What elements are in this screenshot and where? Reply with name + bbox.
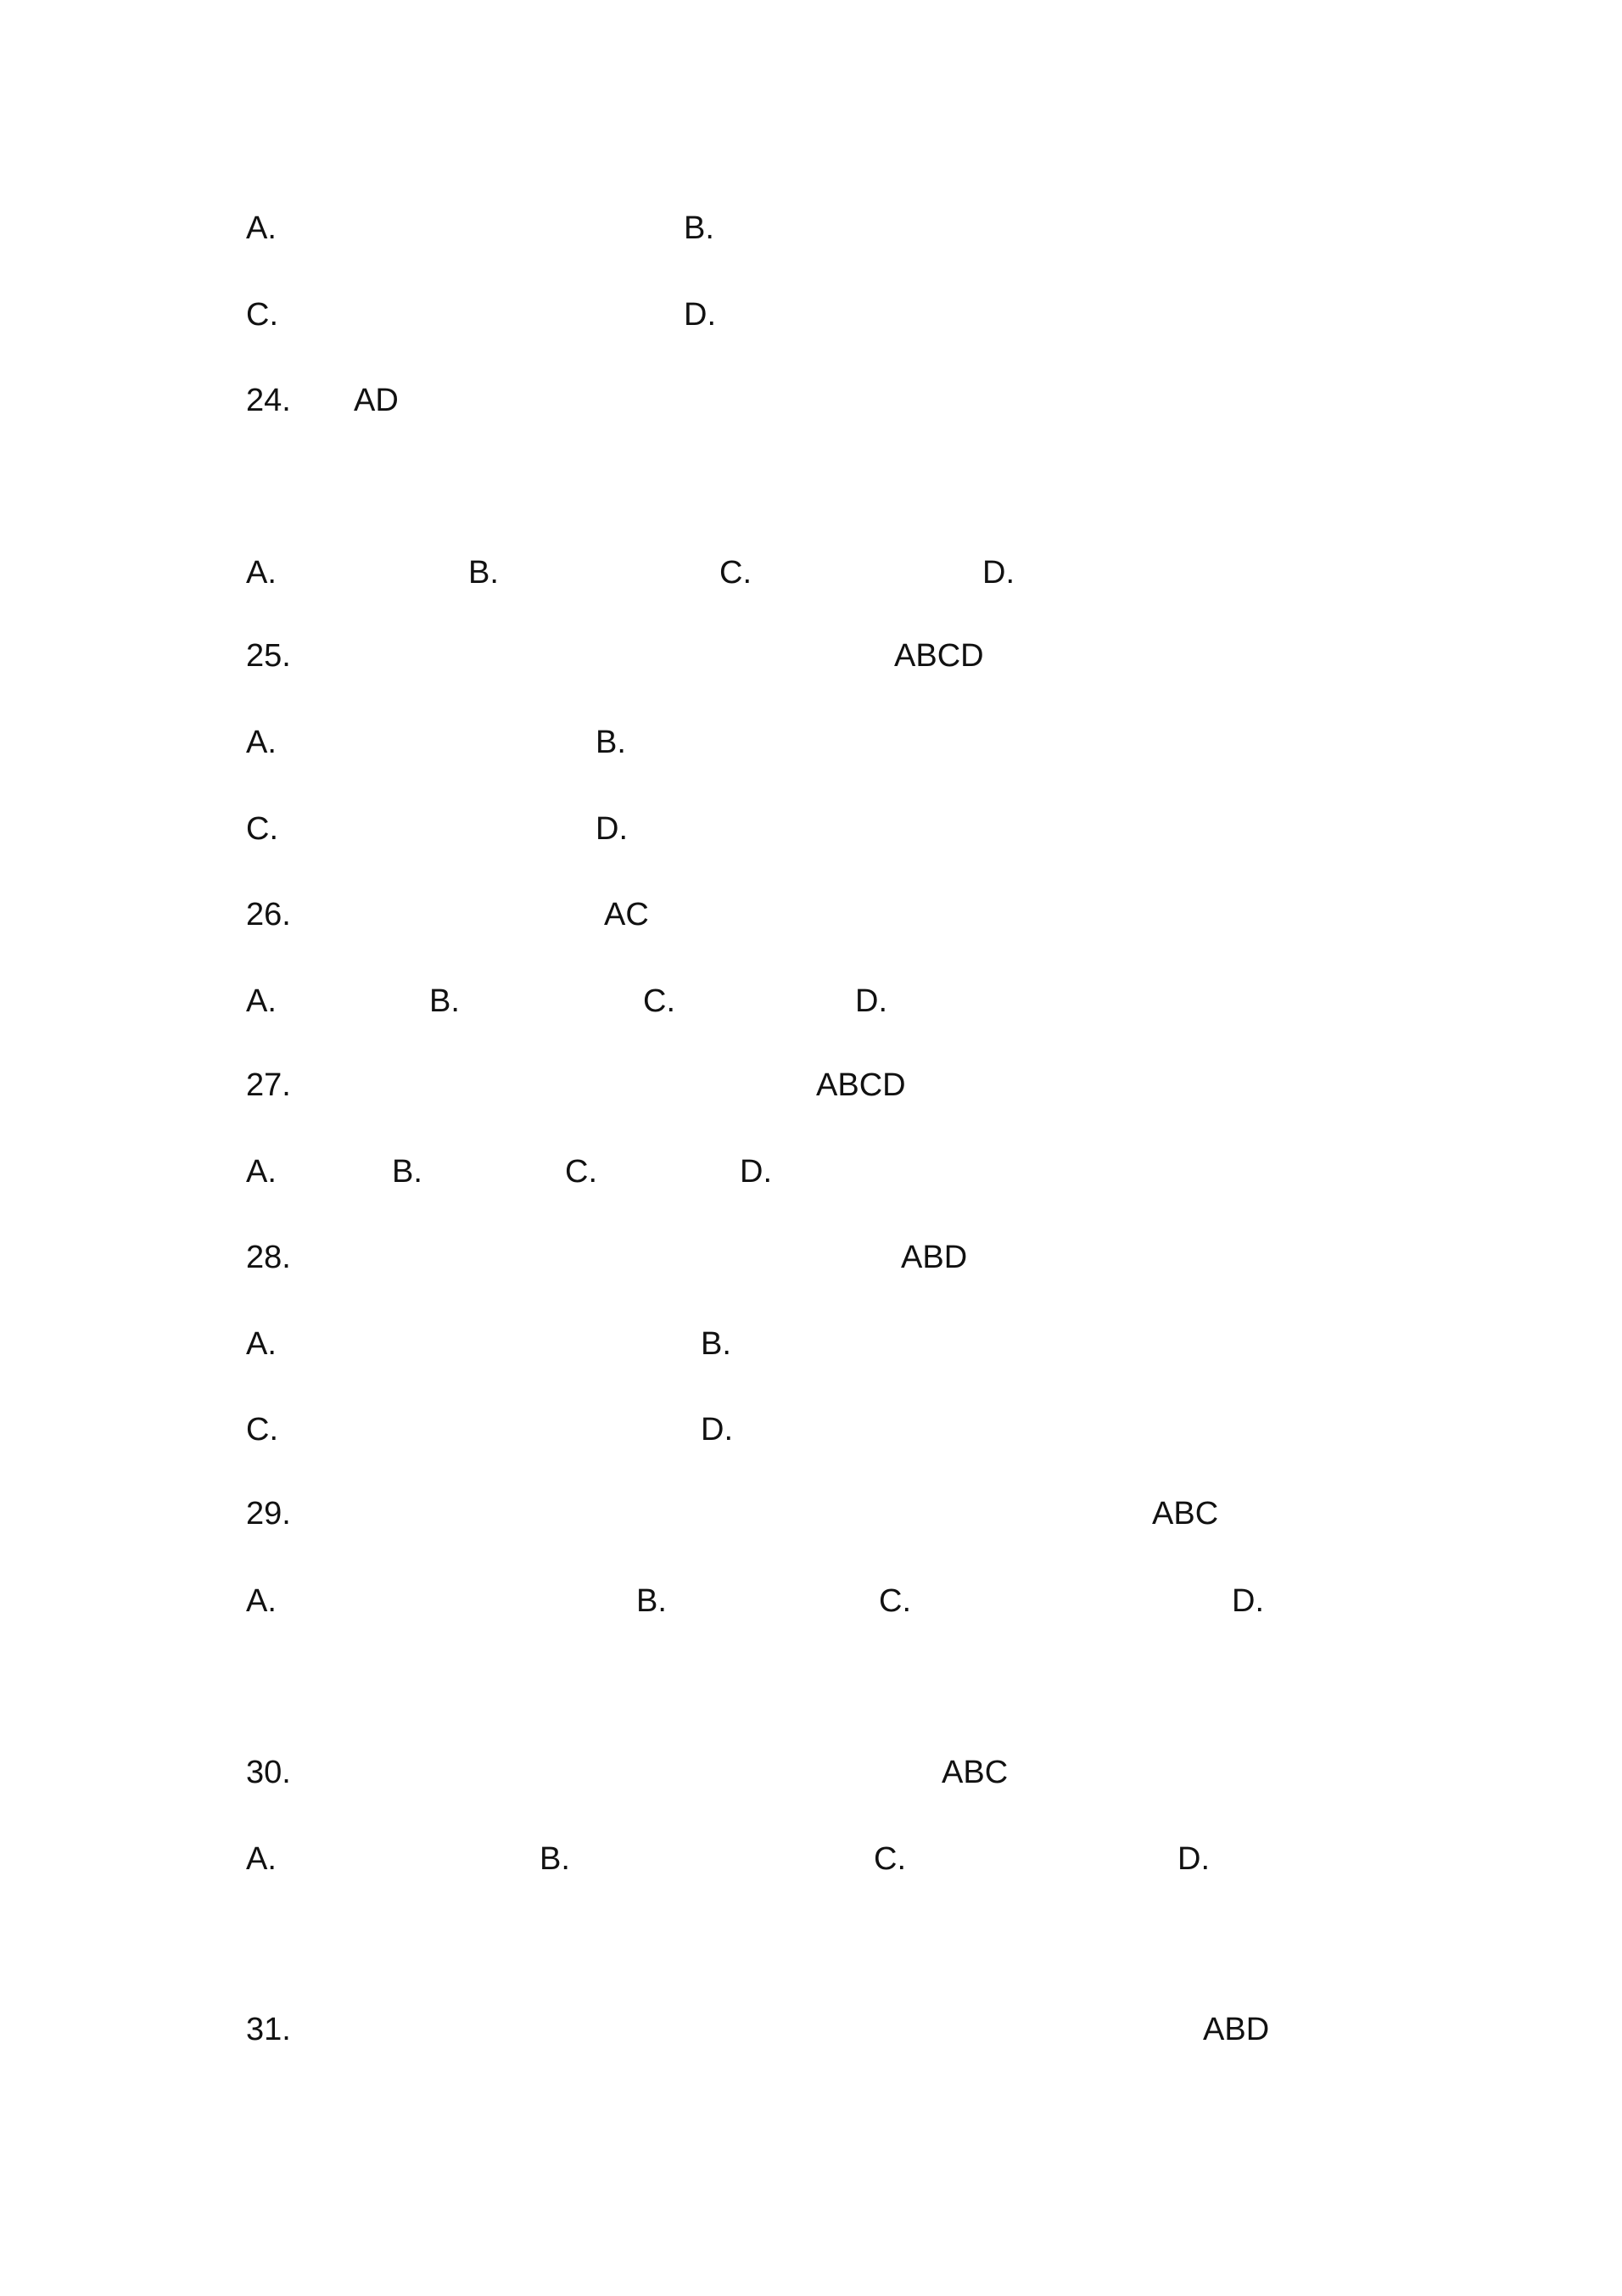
option-c: C. [246,1412,278,1448]
question-row [0,630,1622,681]
options-row [0,1146,1622,1197]
question-number: 26. [246,897,291,932]
option-a: A. [246,725,277,760]
options-row [0,1404,1622,1455]
option-a: A. [246,555,277,591]
question-row [0,1747,1622,1798]
option-b: B. [684,210,714,246]
options-row [0,804,1622,854]
option-d: D. [1232,1583,1264,1619]
option-c: C. [879,1583,911,1619]
options-row [0,976,1622,1027]
question-number: 25. [246,638,291,674]
question-number: 24. [246,383,291,418]
option-a: A. [246,983,277,1019]
option-b: B. [596,725,626,760]
answer-key: AC [604,897,649,932]
question-row [0,1488,1622,1539]
options-row [0,289,1622,340]
question-row [0,1232,1622,1283]
option-d: D. [684,297,716,333]
option-b: B. [392,1154,422,1190]
answer-key: ABCD [894,638,984,674]
question-row [0,1060,1622,1111]
question-row [0,889,1622,940]
option-d: D. [855,983,887,1019]
option-d: D. [596,811,628,847]
question-number: 27. [246,1067,291,1103]
option-c: C. [246,297,278,333]
option-d: D. [740,1154,772,1190]
option-b: B. [468,555,499,591]
answer-key: ABCD [816,1067,906,1103]
option-c: C. [565,1154,597,1190]
answer-key: ABC [942,1755,1009,1790]
option-a: A. [246,1154,277,1190]
answer-key: ABC [1152,1496,1219,1532]
options-row [0,1834,1622,1884]
options-row [0,1576,1622,1627]
question-row [0,2004,1622,2055]
option-b: B. [636,1583,667,1619]
options-row [0,1319,1622,1369]
option-a: A. [246,210,277,246]
option-c: C. [246,811,278,847]
options-row [0,203,1622,254]
option-a: A. [246,1841,277,1877]
question-number: 30. [246,1755,291,1790]
answer-key: ABD [901,1240,968,1275]
options-row [0,717,1622,768]
answer-key: ABD [1203,2012,1270,2047]
option-b: B. [701,1326,731,1362]
option-b: B. [429,983,460,1019]
question-number: 31. [246,2012,291,2047]
option-a: A. [246,1583,277,1619]
option-c: C. [874,1841,906,1877]
answer-key: AD [354,383,399,418]
option-b: B. [540,1841,570,1877]
option-c: C. [719,555,752,591]
option-c: C. [643,983,675,1019]
option-d: D. [1177,1841,1210,1877]
option-a: A. [246,1326,277,1362]
options-row [0,547,1622,598]
option-d: D. [982,555,1015,591]
question-number: 29. [246,1496,291,1532]
question-row [0,375,1622,426]
option-d: D. [701,1412,733,1448]
question-number: 28. [246,1240,291,1275]
